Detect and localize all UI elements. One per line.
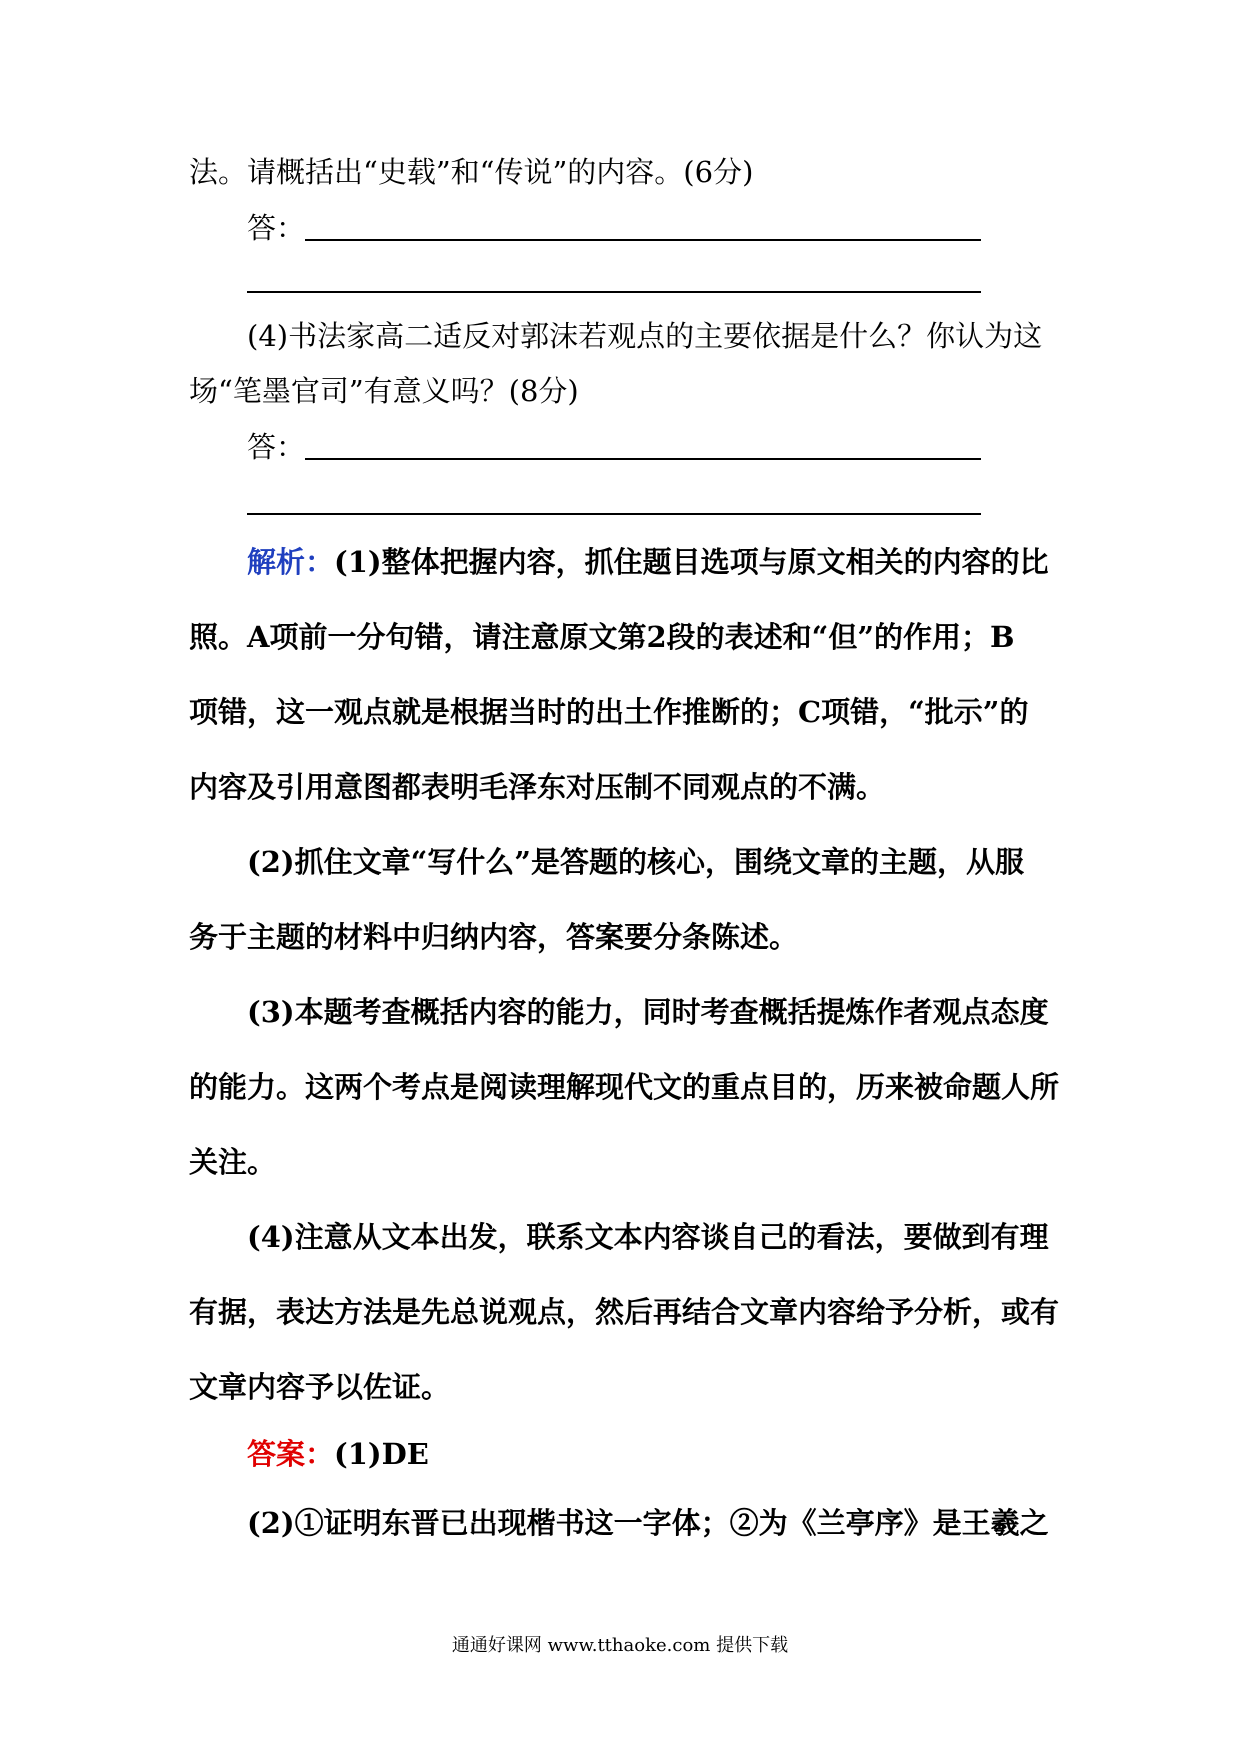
answer-1-text: (1)DE [334,1437,429,1471]
question3-answer-line-2 [247,291,981,293]
analysis-p2-line1: (2)抓住文章“写什么”是答题的核心，围绕文章的主题，从服 [247,845,1024,879]
analysis-p4-line1: (4)注意从文本出发，联系文本内容谈自己的看法，要做到有理 [247,1220,1049,1254]
answer-label: 答案： [247,1437,335,1471]
question4-line2: 场“笔墨官司”有意义吗？(8分) [189,374,579,408]
analysis-p3-line1: (3)本题考查概括内容的能力，同时考查概括提炼作者观点态度 [247,995,1049,1029]
question3-tail: 法。请概括出“史载”和“传说”的内容。(6分) [189,155,754,189]
analysis-p1-line4: 内容及引用意图都表明毛泽东对压制不同观点的不满。 [189,770,886,804]
analysis-p1-line2: 照。A项前一分句错，请注意原文第2段的表述和“但”的作用；B [189,620,1015,654]
question4-answer-line-1 [305,458,981,460]
answer-1 [247,1434,429,1474]
analysis-p3-line2: 的能力。这两个考点是阅读理解现代文的重点目的，历来被命题人所 [189,1070,1060,1104]
analysis-p1-line1 [247,542,1049,582]
question4-answer-label: 答： [247,430,306,464]
analysis-p1-line1-text: (1)整体把握内容，抓住题目选项与原文相关的内容的比 [334,545,1049,579]
analysis-p1-line3: 项错，这一观点就是根据当时的出土作推断的；C项错，“批示”的 [189,695,1029,729]
page-footer: 通通好课网 www.tthaoke.com 提供下载 [451,1635,789,1656]
question4-line1: (4)书法家高二适反对郭沫若观点的主要依据是什么？你认为这 [247,319,1043,353]
answer-2-line1: (2)①证明东晋已出现楷书这一字体；②为《兰亭序》是王羲之 [247,1506,1049,1540]
analysis-p3-line3: 关注。 [189,1145,277,1179]
question4-answer-line-2 [247,513,981,515]
analysis-p4-line3: 文章内容予以佐证。 [189,1370,451,1404]
question3-answer-label: 答： [247,211,306,245]
analysis-label: 解析： [247,545,335,579]
analysis-p4-line2: 有据，表达方法是先总说观点，然后再结合文章内容给予分析，或有 [189,1295,1060,1329]
analysis-p2-line2: 务于主题的材料中归纳内容，答案要分条陈述。 [189,920,799,954]
question3-answer-line-1 [305,239,981,241]
